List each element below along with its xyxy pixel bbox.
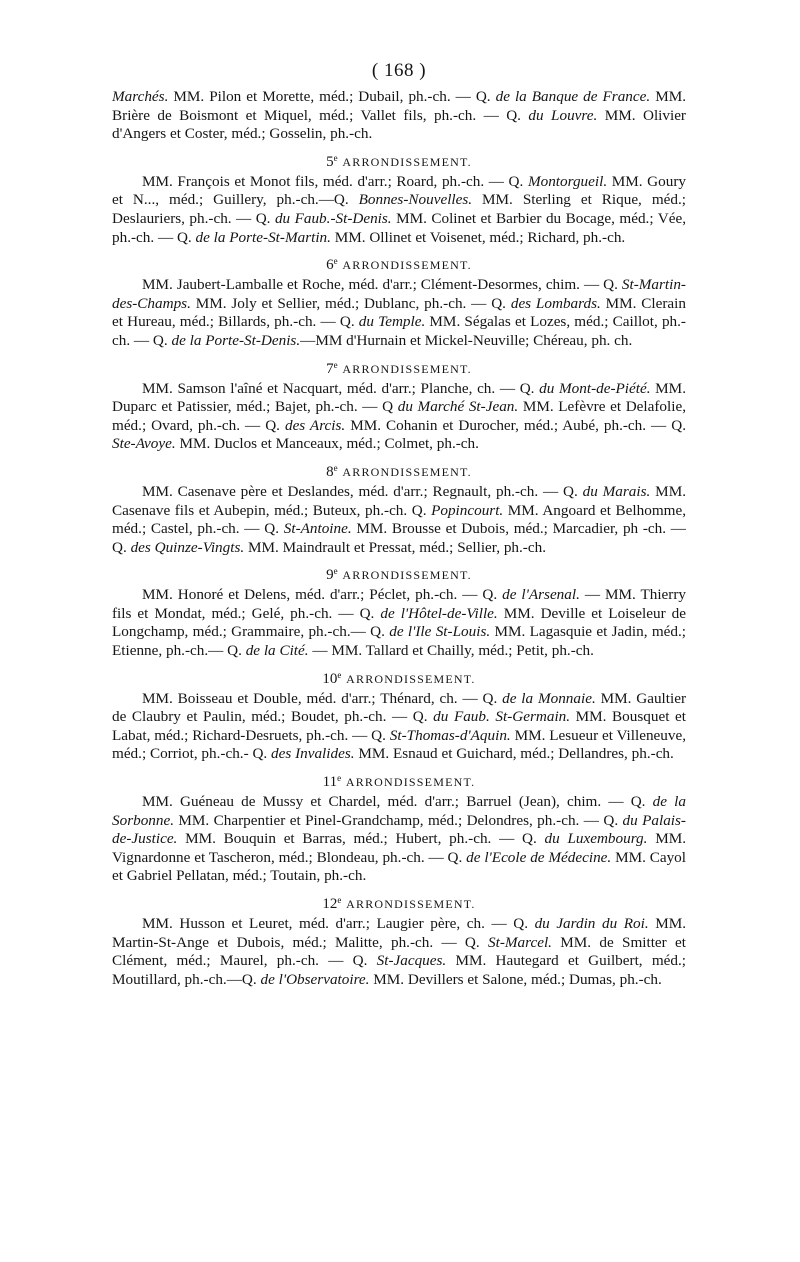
section-label: ARRONDISSEMENT. <box>338 464 472 479</box>
section-number: 11 <box>322 774 338 791</box>
section-number: 9 <box>326 567 334 584</box>
section-heading <box>112 769 686 791</box>
section-heading <box>112 891 686 913</box>
section-paragraph: MM. François et Monot fils, méd. d'arr.; Roard, ph.-ch. — Q. Montorgueil. MM. Goury et N..., méd.; Guillery, ph.-ch.—Q. Bonnes-Nouvelles. MM. Sterling et Rique, méd.; Deslauriers, ph.-ch. — Q. du Faub.-St-Denis. MM. Colinet et Barbier du Bocage, méd.; Vée, ph.-ch. — Q. de la Porte-St-Martin. MM. Ollinet et Voisenet, méd.; Richard, ph.-ch. <box>112 172 686 246</box>
section-number-suffix: e <box>333 359 339 370</box>
section-label: ARRONDISSEMENT. <box>338 568 472 583</box>
section-paragraph: Marchés. MM. Pilon et Morette, méd.; Dubail, ph.-ch. — Q. de la Banque de France. MM. Brière de Boismont et Miquel, méd.; Vallet fils, ph.-ch. — Q. du Louvre. MM. Olivier d'Angers et Coster, méd.; Gosselin, ph.-ch. <box>112 88 687 143</box>
section-paragraph: MM. Casenave père et Deslandes, méd. d'arr.; Regnault, ph.-ch. — Q. du Marais. MM. Casenave fils et Aubepin, méd.; Buteux, ph.-ch. Q. Popincourt. MM. Angoard et Belhomme, méd.; Castel, ph.-ch. — Q. St-Antoine. MM. Brousse et Dubois, méd.; Marcadier, ph -ch. — Q. des Quinze-Vingts. MM. Maindrault et Pressat, méd.; Sellier, ph.-ch. <box>112 482 686 556</box>
section-number: 5 <box>326 153 334 170</box>
sections-container <box>112 88 686 989</box>
section-number-suffix: e <box>333 462 339 473</box>
section-paragraph: MM. Husson et Leuret, méd. d'arr.; Laugier père, ch. — Q. du Jardin du Roi. MM. Martin-St-Ange et Dubois, méd.; Malitte, ph.-ch. — Q. St-Marcel. MM. de Smitter et Clément, méd.; Maurel, ph.-ch. — Q. St-Jacques. MM. Hautegard et Guilbert, méd.; Moutillard, ph.-ch.—Q. de l'Observatoire. MM. Devillers et Salone, méd.; Dumas, ph.-ch. <box>112 915 686 988</box>
section-number: 10 <box>322 670 338 687</box>
section-paragraph: MM. Honoré et Delens, méd. d'arr.; Péclet, ph.-ch. — Q. de l'Arsenal. — MM. Thierry fils et Mondat, méd.; Gelé, ph.-ch. — Q. de l'Hôtel-de-Ville. MM. Deville et Loiseleur de Longchamp, méd.; Grammaire, ph.-ch.— Q. de l'Ile St-Louis. MM. Lagasquie et Jadin, méd.; Etienne, ph.-ch.— Q. de la Cité. — MM. Tallard et Chailly, méd.; Petit, ph.-ch. <box>112 586 687 660</box>
section-label: ARRONDISSEMENT. <box>338 258 472 273</box>
section-number-suffix: e <box>337 669 343 680</box>
section-number: 7 <box>326 360 334 377</box>
section-heading <box>112 666 686 688</box>
section-heading <box>112 356 686 378</box>
section-number-suffix: e <box>337 895 343 905</box>
section-heading <box>112 252 686 274</box>
section-paragraph: MM. Samson l'aîné et Nacquart, méd. d'arr.; Planche, ch. — Q. du Mont-de-Piété. MM. Duparc et Patissier, méd.; Bajet, ph.-ch. — Q du Marché St-Jean. MM. Lefèvre et Delafolie, méd.; Ovard, ph.-ch. — Q. des Arcis. MM. Cohanin et Durocher, méd.; Aubé, ph.-ch. — Q. Ste-Avoye. MM. Duclos et Manceaux, méd.; Colmet, ph.-ch. <box>112 379 686 453</box>
section-number-suffix: e <box>337 773 343 784</box>
section-number-suffix: e <box>333 256 339 267</box>
section-number-suffix: e <box>333 566 339 577</box>
page-content <box>112 58 686 989</box>
page-number: ( 168 ) <box>371 60 427 81</box>
section-number: 8 <box>326 463 334 480</box>
section-paragraph: MM. Guéneau de Mussy et Chardel, méd. d'arr.; Barruel (Jean), chim. — Q. de la Sorbonne. MM. Charpentier et Pinel-Grandchamp, méd.; Delondres, ph.-ch. — Q. du Palais-de-Justice. MM. Bouquin et Barras, méd.; Hubert, ph.-ch. — Q. du Luxembourg. MM. Vignardonne et Tascheron, méd.; Blondeau, ph.-ch. — Q. de l'Ecole de Médecine. MM. Cayol et Gabriel Pellatan, méd.; Toutain, ph.-ch. <box>112 793 686 885</box>
section-number: 12 <box>322 896 338 912</box>
section-number: 6 <box>326 257 334 274</box>
section-heading <box>112 149 686 171</box>
section-label: ARRONDISSEMENT. <box>342 671 476 686</box>
section-paragraph: MM. Boisseau et Double, méd. d'arr.; Thénard, ch. — Q. de la Monnaie. MM. Gaultier de Claubry et Paulin, méd.; Boudet, ph.-ch. — Q. du Faub. St-Germain. MM. Bousquet et Labat, méd.; Richard-Desruets, ph.-ch. — Q. St-Thomas-d'Aquin. MM. Lesueur et Villeneuve, méd.; Corriot, ph.-ch.- Q. des Invalides. MM. Esnaud et Guichard, méd.; Dellandres, ph.-ch. <box>112 689 687 763</box>
section-number-suffix: e <box>333 152 339 163</box>
section-paragraph: MM. Jaubert-Lamballe et Roche, méd. d'arr.; Clément-Desormes, chim. — Q. St-Martin-des-Champs. MM. Joly et Sellier, méd.; Dublanc, ph.-ch. — Q. des Lombards. MM. Clerain et Hureau, méd.; Billards, ph.-ch. — Q. du Temple. MM. Ségalas et Lozes, méd.; Caillot, ph.-ch. — Q. de la Porte-St-Denis.—MM d'Hurnain et Mickel-Neuville; Chéreau, ph. ch. <box>112 276 686 349</box>
section-label: ARRONDISSEMENT. <box>342 897 476 911</box>
section-heading <box>112 459 686 481</box>
section-label: ARRONDISSEMENT. <box>338 361 472 376</box>
section-heading <box>112 562 686 584</box>
section-label: ARRONDISSEMENT. <box>338 154 472 169</box>
section-label: ARRONDISSEMENT. <box>342 775 476 790</box>
